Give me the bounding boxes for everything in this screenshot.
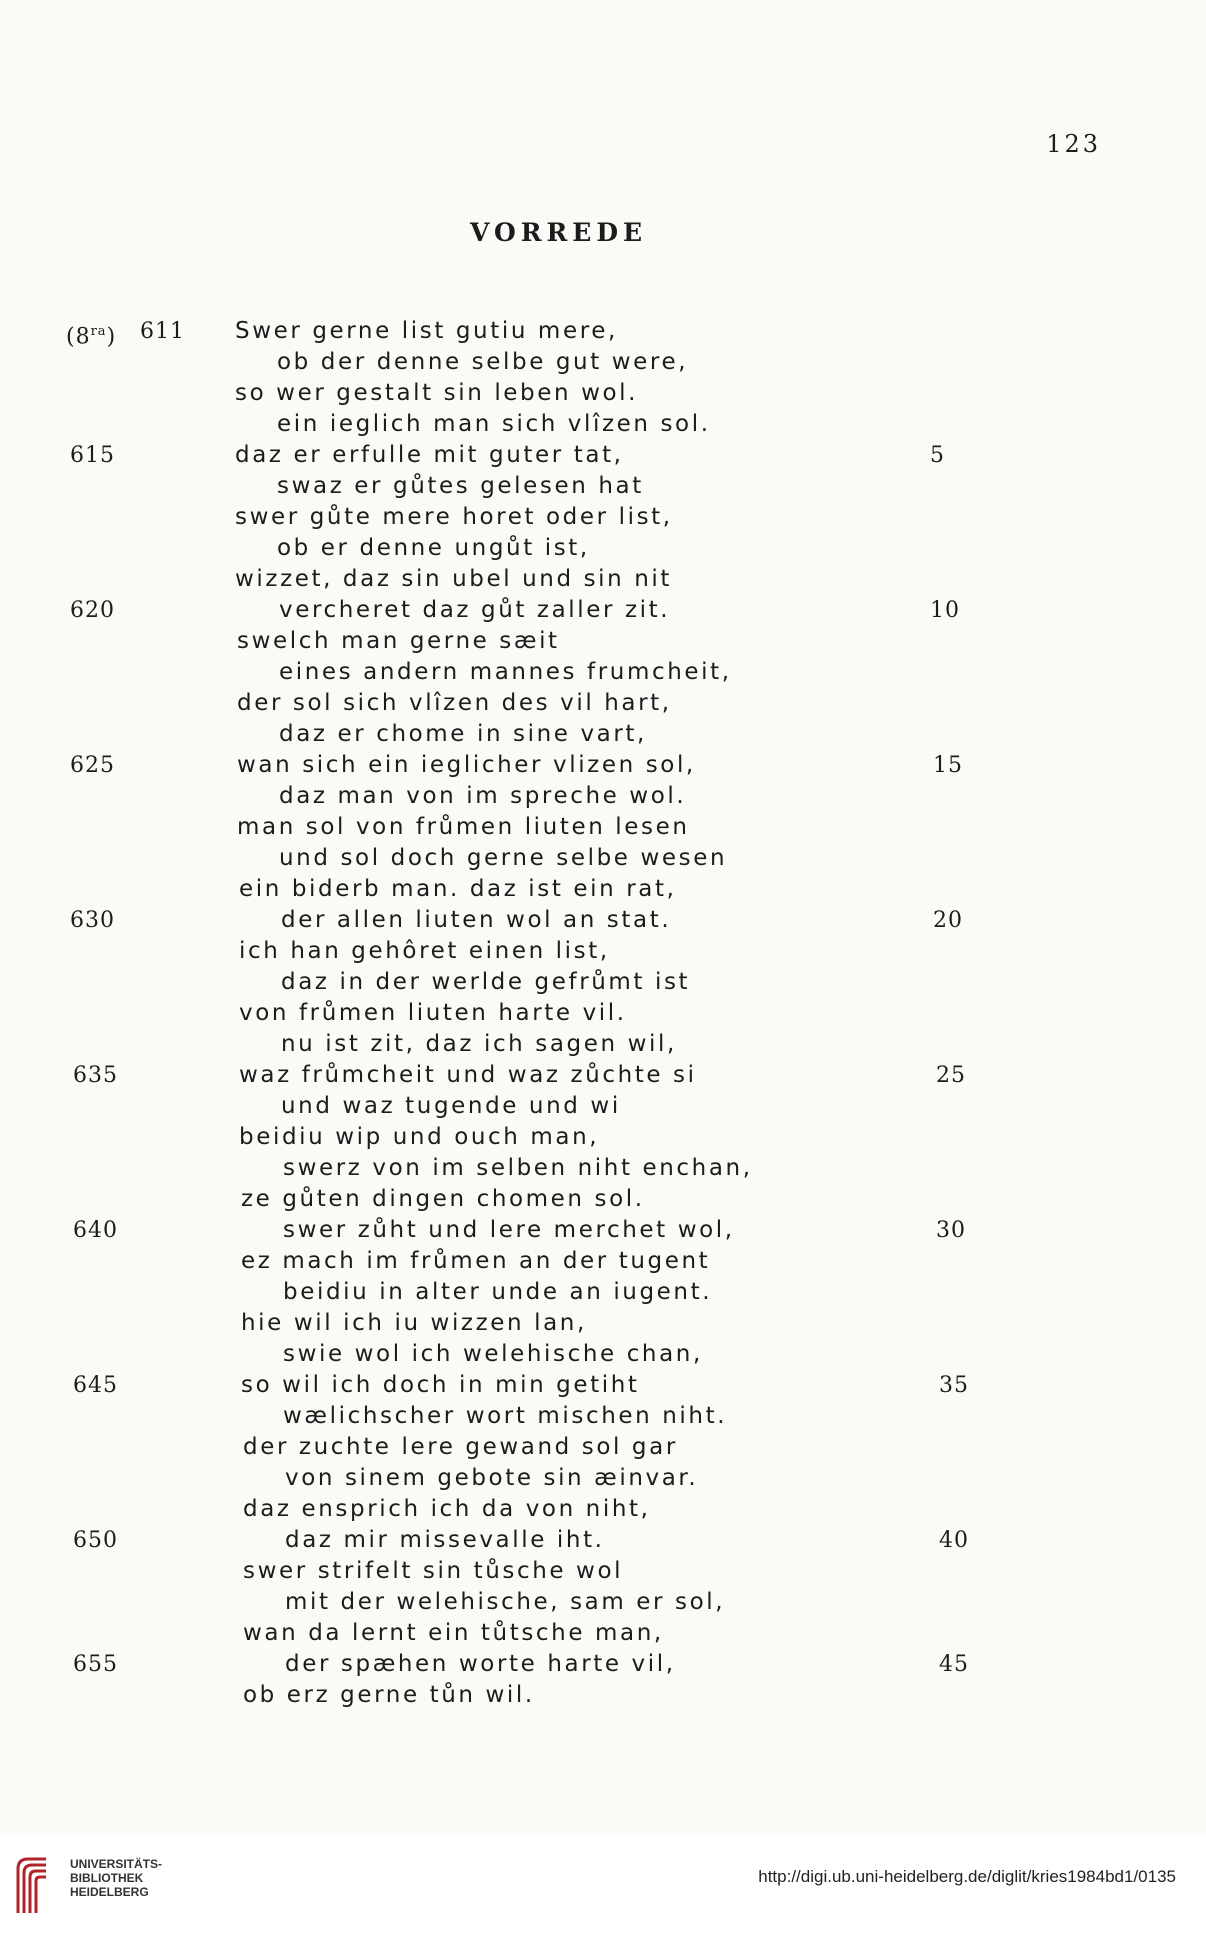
- verse-text: ob erz gerne tůn wil.: [243, 1682, 535, 1708]
- verse-line: [80, 1122, 1000, 1153]
- verse-text: wælichscher wort mischen niht.: [283, 1403, 728, 1429]
- verse-text: so wil ich doch in min getiht: [241, 1372, 640, 1398]
- verse-line: [80, 874, 1000, 905]
- verse-line: [70, 440, 1000, 471]
- institution-line: BIBLIOTHEK: [70, 1871, 144, 1885]
- verse-text: ich han gehôret einen list,: [239, 938, 610, 964]
- verse-line: [80, 936, 1000, 967]
- verse-text: von sinem gebote sin æinvar.: [285, 1465, 699, 1491]
- verse-line: [66, 316, 1000, 350]
- verse-count-number: 20: [933, 908, 963, 933]
- verse-text: swaz er gůtes gelesen hat: [277, 473, 644, 499]
- manuscript-folio-ref: $(8^{ra})$: [66, 324, 117, 350]
- verse-text: wan da lernt ein tůtsche man,: [243, 1620, 664, 1646]
- verse-line: [73, 1060, 1000, 1091]
- verse-text: daz mir missevalle iht.: [285, 1527, 605, 1553]
- institution-line: HEIDELBERG: [70, 1885, 149, 1899]
- verse-line: [70, 750, 1000, 781]
- edition-line-number: 645: [73, 1373, 118, 1398]
- verse-line: [80, 843, 1000, 874]
- verse-line: [80, 781, 1000, 812]
- edition-line-number: 650: [73, 1528, 118, 1553]
- verse-line: [80, 1246, 1000, 1277]
- institution-name: [70, 1857, 162, 1899]
- verse-line: [70, 905, 1000, 936]
- verse-line: [80, 533, 1000, 564]
- verse-line: [80, 1029, 1000, 1060]
- verse-text: ob der denne selbe gut were,: [277, 349, 689, 375]
- verse-count-number: 40: [939, 1528, 969, 1553]
- verse-line: [80, 1401, 1000, 1432]
- verse-text: swie wol ich welehische chan,: [283, 1341, 703, 1367]
- verse-line: [80, 1339, 1000, 1370]
- verse-text: daz ensprich ich da von niht,: [243, 1496, 651, 1522]
- institution-line: UNIVERSITÄTS-: [70, 1857, 163, 1871]
- edition-line-number: 625: [70, 753, 115, 778]
- verse-line: [73, 1525, 1000, 1556]
- verse-line: [80, 347, 1000, 378]
- verse-text: mit der welehische, sam er sol,: [285, 1589, 726, 1615]
- source-url-link[interactable]: http://digi.ub.uni-heidelberg.de/diglit/kries1984bd1/0135: [758, 1867, 1176, 1886]
- verse-line: [73, 1215, 1000, 1246]
- edition-line-number: 620: [70, 598, 115, 623]
- verse-text: beidiu in alter unde an iugent.: [283, 1279, 713, 1305]
- verse-text: swer gůte mere horet oder list,: [235, 504, 673, 530]
- verse-line: [80, 564, 1000, 595]
- verse-line: [80, 1153, 1000, 1184]
- verse-line: [80, 1308, 1000, 1339]
- verse-line: [80, 626, 1000, 657]
- verse-line: [80, 502, 1000, 533]
- section-title: VORREDE: [470, 218, 648, 247]
- edition-line-number: 611: [140, 319, 185, 344]
- verse-line: [80, 471, 1000, 502]
- verse-text: ze gůten dingen chomen sol.: [241, 1186, 645, 1212]
- verse-text: ob er denne ungůt ist,: [277, 535, 590, 561]
- verse-text: wan sich ein ieglicher vlizen sol,: [237, 752, 696, 778]
- verse-count-number: 5: [930, 443, 945, 468]
- verse-line: [70, 595, 1000, 626]
- verse-line: [80, 1618, 1000, 1649]
- verse-text: swer zůht und lere merchet wol,: [283, 1217, 735, 1243]
- verse-line: [80, 1587, 1000, 1618]
- verse-line: [80, 967, 1000, 998]
- verse-count-number: 25: [936, 1063, 966, 1088]
- verse-text: beidiu wip und ouch man,: [239, 1124, 600, 1150]
- verse-text: der allen liuten wol an stat.: [281, 907, 672, 933]
- verse-text: swerz von im selben niht enchan,: [283, 1155, 753, 1181]
- edition-line-number: 630: [70, 908, 115, 933]
- verse-text: daz er chome in sine vart,: [279, 721, 647, 747]
- edition-line-number: 615: [70, 443, 115, 468]
- verse-line: [80, 1091, 1000, 1122]
- verse-count-number: 15: [933, 753, 963, 778]
- verse-text: eines andern mannes frumcheit,: [279, 659, 732, 685]
- verse-line: [80, 1556, 1000, 1587]
- edition-line-number: 640: [73, 1218, 118, 1243]
- verse-count-number: 45: [939, 1652, 969, 1677]
- verse-line: [80, 1463, 1000, 1494]
- verse-text: vercheret daz gůt zaller zit.: [279, 597, 671, 623]
- verse-line: [80, 688, 1000, 719]
- verse-text: swelch man gerne sæit: [237, 628, 560, 654]
- verse-text: ein ieglich man sich vlîzen sol.: [277, 411, 711, 437]
- edition-line-number: 635: [73, 1063, 118, 1088]
- verse-text: und waz tugende und wi: [281, 1093, 621, 1119]
- verse-text: und sol doch gerne selbe wesen: [279, 845, 728, 871]
- verse-text: daz man von im spreche wol.: [279, 783, 687, 809]
- verse-line: [80, 378, 1000, 409]
- verse-line: [80, 1277, 1000, 1308]
- verse-text: ez mach im frůmen an der tugent: [241, 1248, 711, 1274]
- verse-line: [80, 719, 1000, 750]
- verse-line: [80, 1184, 1000, 1215]
- verse-line: [80, 1680, 1000, 1711]
- verse-text: wizzet, daz sin ubel und sin nit: [235, 566, 673, 592]
- verse-text: man sol von frůmen liuten lesen: [237, 814, 690, 840]
- verse-line: [80, 1494, 1000, 1525]
- page-number: 123: [1046, 130, 1101, 158]
- verse-text: Swer gerne list gutiu mere,: [235, 318, 618, 344]
- verse-text: hie wil ich iu wizzen lan,: [241, 1310, 587, 1336]
- verse-line: [80, 1432, 1000, 1463]
- verse-count-number: 35: [939, 1373, 969, 1398]
- verse-line: [80, 998, 1000, 1029]
- verse-block: [66, 316, 1000, 1711]
- verse-line: [80, 409, 1000, 440]
- verse-text: von frůmen liuten harte vil.: [239, 1000, 627, 1026]
- verse-count-number: 30: [936, 1218, 966, 1243]
- verse-text: daz in der werlde gefrůmt ist: [281, 969, 691, 995]
- verse-text: so wer gestalt sin leben wol.: [235, 380, 639, 406]
- verse-line: [73, 1370, 1000, 1401]
- verse-text: der sol sich vlîzen des vil hart,: [237, 690, 672, 716]
- verse-count-number: 10: [930, 598, 960, 623]
- verse-text: daz er erfulle mit guter tat,: [235, 442, 624, 468]
- footer-bar: [0, 1835, 1206, 1939]
- verse-line: [80, 657, 1000, 688]
- verse-text: der zuchte lere gewand sol gar: [243, 1434, 678, 1460]
- edition-line-number: 655: [73, 1652, 118, 1677]
- verse-text: der spæhen worte harte vil,: [285, 1651, 676, 1677]
- verse-line: [73, 1649, 1000, 1680]
- verse-text: ein biderb man. daz ist ein rat,: [239, 876, 677, 902]
- verse-line: [80, 812, 1000, 843]
- library-logo-icon: [14, 1855, 52, 1917]
- verse-text: nu ist zit, daz ich sagen wil,: [281, 1031, 677, 1057]
- verse-text: waz frůmcheit und waz zůchte si: [239, 1062, 697, 1088]
- verse-text: swer strifelt sin tůsche wol: [243, 1558, 624, 1584]
